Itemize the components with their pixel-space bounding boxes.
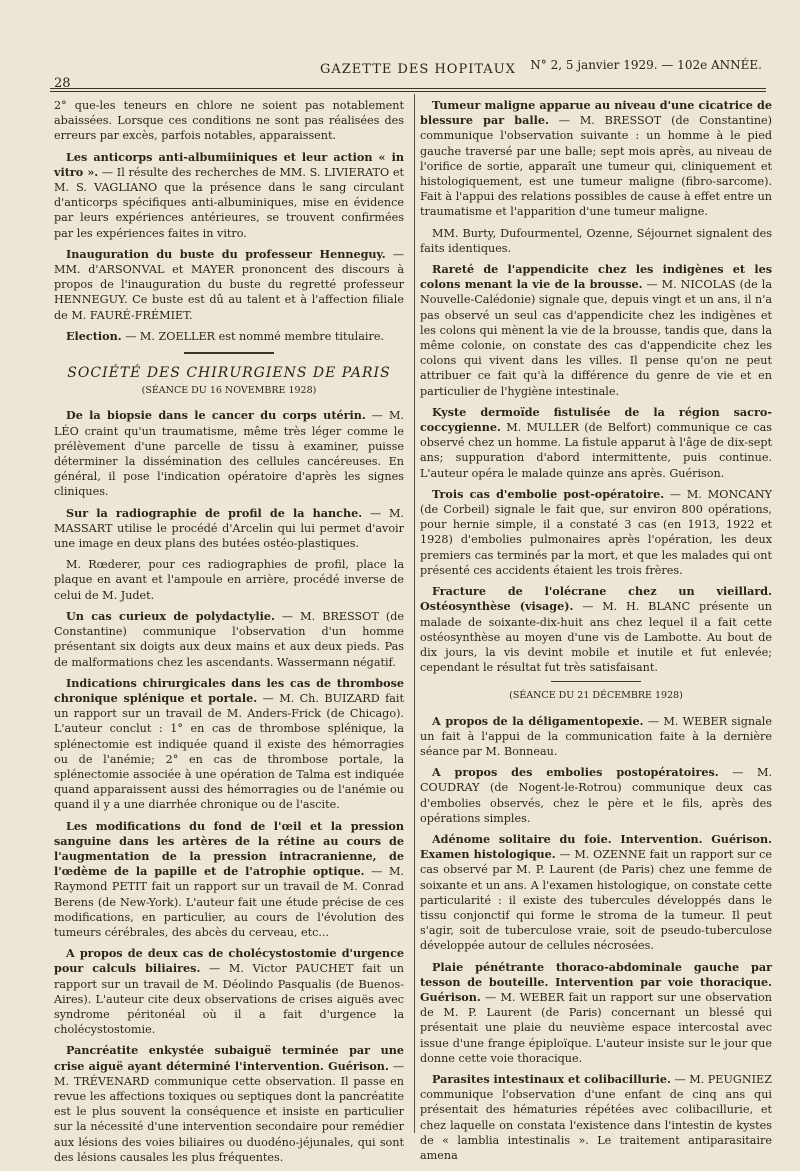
article-title: Les modifications du fond de l'œil et la pression sanguine dans les artères de la rétine au cours de l'augmentation de la pression intracranienne, de l'œdème de la papille et de l'atrophie optique. (54, 818, 404, 879)
paragraph (420, 405, 772, 481)
paragraph: M. Rœderer, pour ces radiographies de profil, place la plaque en avant et l'ampoule en arrière, procédé inverse de celui de M. Judet. (54, 558, 404, 602)
article-title: Rareté de l'appendicite chez les indigènes et les colons menant la vie de la brousse. (420, 262, 772, 292)
article-title: Inauguration du buste du professeur Henneguy. (66, 246, 386, 261)
article-text: — Il résulte des recherches de MM. S. LIVIERATO et M. S. VAGLIANO que la présence dans le sang circulant d'anticorps spécifiques anti-albuminiques, mise en évidence par leurs expériences antérieures, se trouvent confirmées par les expériences faites in vitro. (54, 165, 404, 240)
article-text: — M. LÉO craint qu'un traumatisme, même très léger comme le prélèvement d'une parcelle de tissu à examiner, puisse déterminer la dissémination des cellules cancéreuses. En général, il pose l'indication opératoire d'après les signes cliniques. (54, 409, 404, 499)
paragraph (420, 584, 772, 675)
paragraph (54, 247, 404, 323)
paragraph (54, 946, 404, 1037)
paragraph (420, 765, 772, 826)
article-text: — M. Victor PAUCHET fait un rapport sur un travail de M. Déolindo Pasqualis (de Buenos-Aires). L'auteur cite deux observations de crises aiguës avec syndrome péritonéal où il a fait d'urgence la cholécystostomie. (54, 962, 405, 1037)
seance-date: (SÉANCE DU 16 NOVEMBRE 1928) (141, 385, 317, 397)
article-title: Plaie pénétrante thoraco-abdominale gauche par tesson de bouteille. Intervention par voie thoracique. Guérison. (420, 959, 772, 1004)
article-text: — M. MONCANY (de Corbeil) signale le fait que, sur environ 800 opérations, pour hernie simple, il a constaté 3 cas (en 1913, 1922 et 1928) d'embolies pulmonaires après l'opération, les deux premiers cas terminés par la mort, et que les malades qui ont présenté ces accidents étaient les trois frères. (420, 487, 772, 577)
article-title: Election. (66, 328, 122, 343)
article-title: Tumeur maligne apparue au niveau d'une cicatrice de blessure par balle. (420, 98, 772, 128)
section-rule (551, 681, 641, 682)
issue-info: N° 2, 5 janvier 1929. — 102e ANNÉE. (530, 58, 762, 72)
article-text: — M. PEUGNIEZ communique l'observation d'une enfant de cinq ans qui présentait des hématuries répétées avec colibacillurie, et chez laquelle on constata l'existence dans l'intestin de kystes de « lamblia intestinalis ». Le traitement antiparasitaire amena (420, 1072, 772, 1162)
paragraph (420, 487, 772, 578)
page-header (50, 58, 762, 91)
article-text: — M. BRESSOT (de Constantine) communique l'observation d'un homme présentant six doigts aux deux mains et aux deux pieds. Pas de malformations chez les ascendants. Wassermann négatif. (54, 609, 404, 669)
header-rule-double (50, 91, 766, 92)
article-text: — MM. d'ARSONVAL et MAYER prononcent des discours à propos de l'inauguration du buste du regretté professeur HENNEGUY. Ce buste est dû au talent et à l'affection filiale de M. FAURÉ-FRÉMIET. (54, 247, 404, 322)
paragraph (54, 408, 404, 499)
article-title: Parasites intestinaux et colibacillurie. (432, 1071, 671, 1086)
article-title: A propos de la déligamentopexie. (432, 713, 644, 728)
paragraph (54, 819, 404, 941)
article-text: — M. TRÉVENARD communique cette observation. Il passe en revue les affections toxiques ou septiques dont la pancréatite est le plus souvent la conséquence et insiste en particulier sur la nécessité d'une intervention secondaire pour remédier aux lésions des voies biliaires ou duodéno-jéjunales, qui sont des lésions causales les plus fréquentes. (54, 1059, 404, 1164)
paragraph (54, 150, 404, 241)
section-title: SOCIÉTÉ DES CHIRURGIENS DE PARIS (67, 365, 391, 382)
article-title: De la biopsie dans le cancer du corps utérin. (66, 408, 366, 423)
article-title: A propos des embolies postopératoires. (432, 765, 719, 780)
article-title: Fracture de l'olécrane chez un vieillard. Ostéosynthèse (visage). (420, 584, 772, 614)
article-title: A propos de deux cas de cholécystostomie d'urgence pour calculs biliaires. (54, 946, 404, 976)
paragraph (420, 262, 772, 399)
left-column (54, 98, 404, 1171)
paragraph (420, 960, 772, 1066)
paragraph (54, 609, 404, 670)
article-title: Les anticorps anti-albumiiniques et leur action « in vitro ». (54, 149, 404, 179)
article-text: — M. COUDRAY (de Nogent-le-Rotrou) communique deux cas d'embolies observés, chez le père et le fils, après des opérations simples. (420, 766, 772, 825)
paragraph (54, 506, 404, 552)
article-text: — M. BRESSOT (de Constantine) communique l'observation suivante : un homme à le pied gauche traversé par une balle; sept mois après, au niveau de l'orifice de sortie, apparaît une tumeur qui, cliniquement et histologiquement, est une tumeur maligne (fibro-sarcome). Fait à l'appui des relations possibles de cause à effet entre un traumatisme et l'apparition d'une tumeur maligne. (420, 114, 773, 219)
paragraph: MM. Burty, Dufourmentel, Ozenne, Séjournet signalent des faits identiques. (420, 226, 772, 255)
article-title: Adénome solitaire du foie. Intervention. Guérison. Examen histologique. (420, 831, 772, 862)
article-title: Trois cas d'embolie post-opératoire. (432, 486, 665, 501)
column-separator (414, 94, 415, 1133)
article-title: Sur la radiographie de profil de la hanche. (66, 505, 363, 520)
paragraph (420, 1072, 772, 1163)
paragraph (54, 676, 404, 813)
paragraph (54, 329, 404, 344)
seance-date: (SÉANCE DU 21 DÉCEMBRE 1928) (509, 690, 683, 702)
article-text: — M. Ch. BUIZARD fait un rapport sur un travail de M. Anders-Frick (de Chicago). L'auteur conclut : 1° en cas de thrombose splénique, la splénectomie est indiquée quand il existe des hémorragies ou de l'anémie; 2° en cas de thrombose portale, la splénectomie associée à une opération de Talma est indiquée quand apparaissent aussi des hémorragies ou de l'anémie ou quand il y a une diarrhée chronique ou de l'ascite. (54, 691, 404, 812)
article-text: — M. ZOELLER est nommé membre titulaire. (125, 329, 385, 343)
page-number: 28 (54, 76, 71, 91)
article-title: Un cas curieux de polydactylie. (66, 608, 275, 623)
article-title: Kyste dermoïde fistulisée de la région sacro-coccygienne. (420, 404, 772, 435)
article-text: — M. Raymond PETIT fait un rapport sur un travail de M. Conrad Berens (de New-York). L'auteur fait une étude précise de ces modifications, en particulier, au cours de l'évolution des tumeurs cérébrales, des abcès du cerveau, etc... (54, 865, 404, 939)
section-rule (184, 352, 274, 354)
header-rule (50, 88, 766, 89)
journal-title: GAZETTE DES HOPITAUX (320, 62, 516, 77)
article-title: Pancréatite enkystée subaiguë terminée par une crise aiguë ayant déterminé l'intervention. Guérison. (54, 1043, 404, 1073)
paragraph (54, 1043, 404, 1165)
article-text: — M. WEBER fait un rapport sur une observation de M. P. Laurent (de Paris) concernant un blessé qui présentait une plaie du neuvième espace intercostal avec issue d'une frange épiploïque. L'auteur insiste sur le jour que donne cette voie thoracique. (420, 990, 773, 1065)
paragraph (420, 832, 772, 954)
paragraph: 2° que-les teneurs en chlore ne soient pas notablement abaissées. Lorsque ces conditions ne sont pas réalisées des erreurs par excès, parfois notables, apparaissent. (54, 99, 404, 143)
right-column (420, 98, 772, 1169)
article-title: Indications chirurgicales dans les cas de thrombose chronique splénique et portale. (54, 675, 404, 705)
article-text: — M. WEBER signale un fait à l'appui de la communication faite à la dernière séance par M. Bonneau. (420, 714, 772, 758)
article-text: M. MULLER (de Belfort) communique ce cas observé chez un homme. La fistule apparut à l'âge de dix-sept ans; suppuration d'abord intermittente, puis continue. L'auteur opéra le malade quinze ans après. Guérison. (420, 421, 772, 480)
article-text: — M. H. BLANC présente un malade de soixante-dix-huit ans chez lequel il a fait cette ostéosynthèse au moyen d'une vis de Lambotte. Au bout de dix jours, la vis devint mobile et inutile et fut enlevée; cependant le résultat fut très satisfaisant. (420, 600, 772, 675)
paragraph (420, 714, 772, 760)
article-text: — M. MASSART utilise le procédé d'Arcelin qui lui permet d'avoir une image en deux plans des butées ostéo-plastiques. (54, 506, 404, 551)
article-text: — M. OZENNE fait un rapport sur ce cas observé par M. P. Laurent (de Paris) chez une femme de soixante et un ans. A l'examen histologique, on constate cette particularité : il existe des tubercules développés dans le tissu conjonctif qui forme le stroma de la tumeur. Il peut s'agir, soit de tuberculose vraie, soit de pseudo-tuberculose développée autour de cellules nécrosées. (420, 848, 772, 953)
paragraph (420, 98, 772, 220)
article-text: — M. NICOLAS (de la Nouvelle-Calédonie) signale que, depuis vingt et un ans, il n'a pas observé un seul cas d'appendicite chez les indigènes et les colons qui mènent la vie de la brousse, tandis que, dans la même colonie, on constate des cas d'appendicite chez les colons qui vivent dans les villes. Il pense qu'on ne peut attribuer ce fait qu'à la différence du genre de vie et en particulier de l'hygiène intestinale. (420, 278, 772, 398)
